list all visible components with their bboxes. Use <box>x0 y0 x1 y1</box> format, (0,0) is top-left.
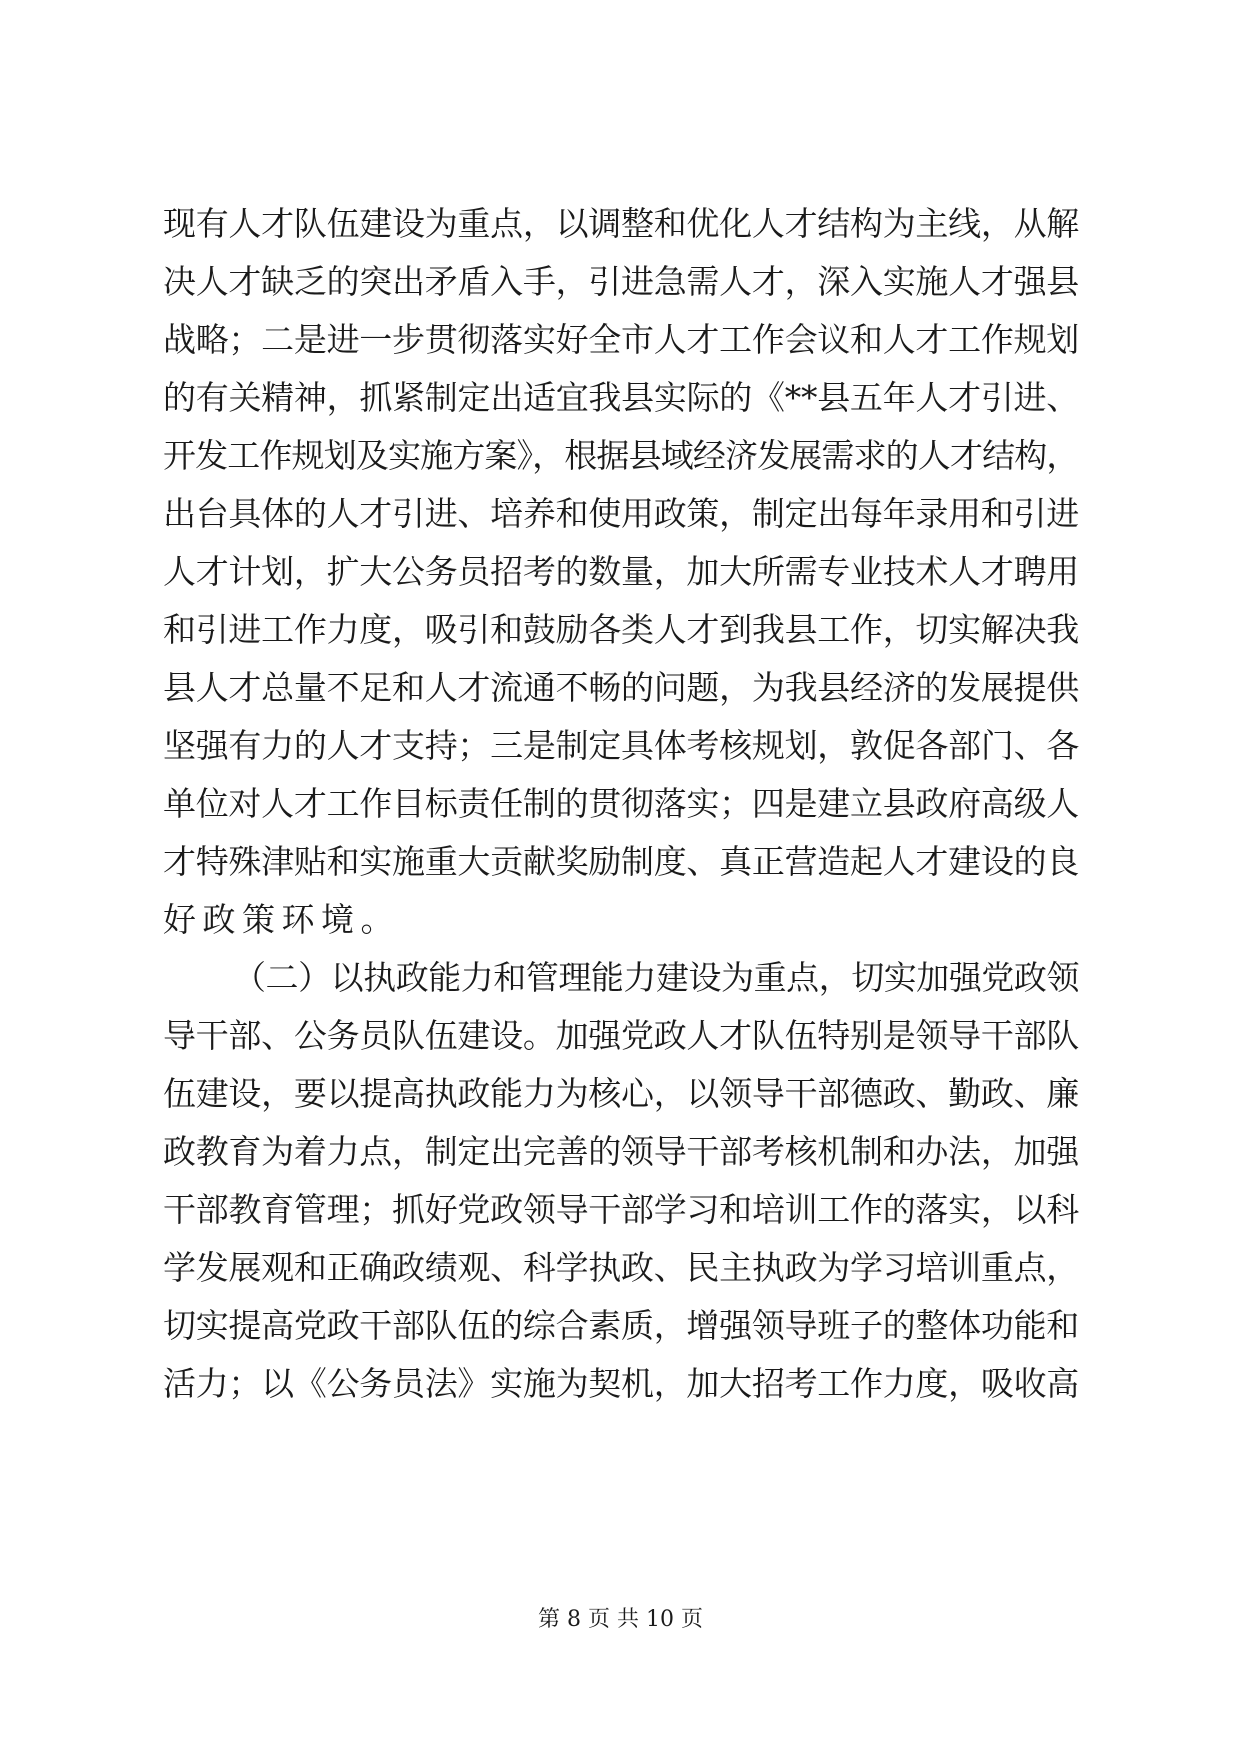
text-line: 干部教育管理；抓好党政领导干部学习和培训工作的落实，以科 <box>163 1190 1079 1229</box>
text-line: 和引进工作力度，吸引和鼓励各类人才到我县工作，切实解决我 <box>163 610 1079 649</box>
text-line: 现有人才队伍建设为重点，以调整和优化人才结构为主线，从解 <box>163 204 1079 243</box>
text-line: 活力；以《公务员法》实施为契机，加大招考工作力度，吸收高 <box>163 1364 1079 1403</box>
text-line: 政教育为着力点，制定出完善的领导干部考核机制和办法，加强 <box>163 1132 1079 1171</box>
text-line: 切实提高党政干部队伍的综合素质，增强领导班子的整体功能和 <box>163 1306 1079 1345</box>
text-line: 伍建设，要以提高执政能力为核心，以领导干部德政、勤政、廉 <box>163 1074 1079 1113</box>
text-line: 决人才缺乏的突出矛盾入手，引进急需人才，深入实施人才强县 <box>163 262 1079 301</box>
text-line: 人才计划，扩大公务员招考的数量，加大所需专业技术人才聘用 <box>163 552 1079 591</box>
text-line: 的有关精神，抓紧制定出适宜我县实际的《**县五年人才引进、 <box>163 378 1079 417</box>
text-line: 县人才总量不足和人才流通不畅的问题，为我县经济的发展提供 <box>163 668 1079 707</box>
text-line: 开发工作规划及实施方案》，根据县域经济发展需求的人才结构， <box>163 436 1079 475</box>
text-line: 单位对人才工作目标责任制的贯彻落实；四是建立县政府高级人 <box>163 784 1079 823</box>
text-line: 坚强有力的人才支持；三是制定具体考核规划，敦促各部门、各 <box>163 726 1079 765</box>
page-number-footer: 第 8 页 共 10 页 <box>538 1607 703 1632</box>
text-line: 好政策环境。 <box>163 900 400 939</box>
text-line: 导干部、公务员队伍建设。加强党政人才队伍特别是领导干部队 <box>163 1016 1079 1055</box>
text-line: 出台具体的人才引进、培养和使用政策，制定出每年录用和引进 <box>163 494 1079 533</box>
text-line: 学发展观和正确政绩观、科学执政、民主执政为学习培训重点， <box>163 1248 1079 1287</box>
text-line-indented: （二）以执政能力和管理能力建设为重点，切实加强党政领 <box>233 958 1080 997</box>
text-line: 战略；二是进一步贯彻落实好全市人才工作会议和人才工作规划 <box>163 320 1079 359</box>
text-line: 才特殊津贴和实施重大贡献奖励制度、真正营造起人才建设的良 <box>163 842 1079 881</box>
